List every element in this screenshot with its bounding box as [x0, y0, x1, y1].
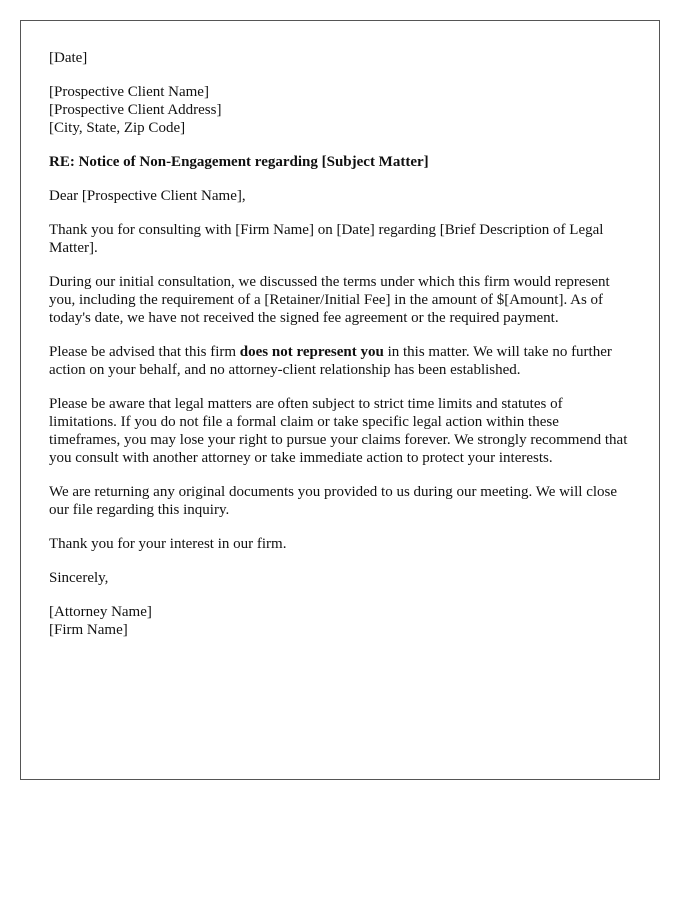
paragraph-limitations: Please be aware that legal matters are often subject to strict time limits and statutes of limitations. If you do not file a formal claim or take specific legal action within these timeframes, you may lose your right to pursue your claims forever. We strongly recommend that you consult with another attorney or take immediate action to protect your interests. — [49, 396, 628, 466]
paragraph-documents: We are returning any original documents you provided to us during our meeting. We will close our file regarding this inquiry. — [49, 484, 618, 518]
advised-text-before: Please be advised that this firm — [49, 344, 240, 360]
signature-firm-name: [Firm Name] — [49, 622, 128, 638]
letter-salutation: Dear [Prospective Client Name], — [49, 188, 246, 204]
paragraph-thanks: Thank you for consulting with [Firm Name] on [Date] regarding [Brief Description of Legal Matter]. — [49, 222, 604, 256]
paragraph-consultation: During our initial consultation, we discussed the terms under which this firm would represent you, including the requirement of a [Retainer/Initial Fee] in the amount of $[Amount]. As of today's date, we have not received the signed fee agreement or the required payment. — [49, 274, 610, 326]
signature-block — [49, 603, 631, 639]
paragraph-closing-thanks: Thank you for your interest in our firm. — [49, 536, 287, 552]
letter-closing: Sincerely, — [49, 570, 109, 586]
recipient-name: [Prospective Client Name] — [49, 84, 209, 100]
signature-attorney-name: [Attorney Name] — [49, 604, 152, 620]
recipient-address-block — [49, 83, 631, 137]
advised-emphasis: does not represent you — [239, 344, 384, 360]
advised-text-after: in this matter. We will take no further action on your behalf, and no attorney-client relationship has been established. — [49, 344, 612, 378]
letter-page — [20, 20, 660, 780]
recipient-city-state-zip: [City, State, Zip Code] — [49, 120, 186, 136]
recipient-address: [Prospective Client Address] — [49, 102, 222, 118]
paragraph-advised — [49, 343, 631, 379]
letter-subject: RE: Notice of Non-Engagement regarding [Subject Matter] — [49, 154, 429, 170]
letter-date: [Date] — [49, 50, 88, 66]
